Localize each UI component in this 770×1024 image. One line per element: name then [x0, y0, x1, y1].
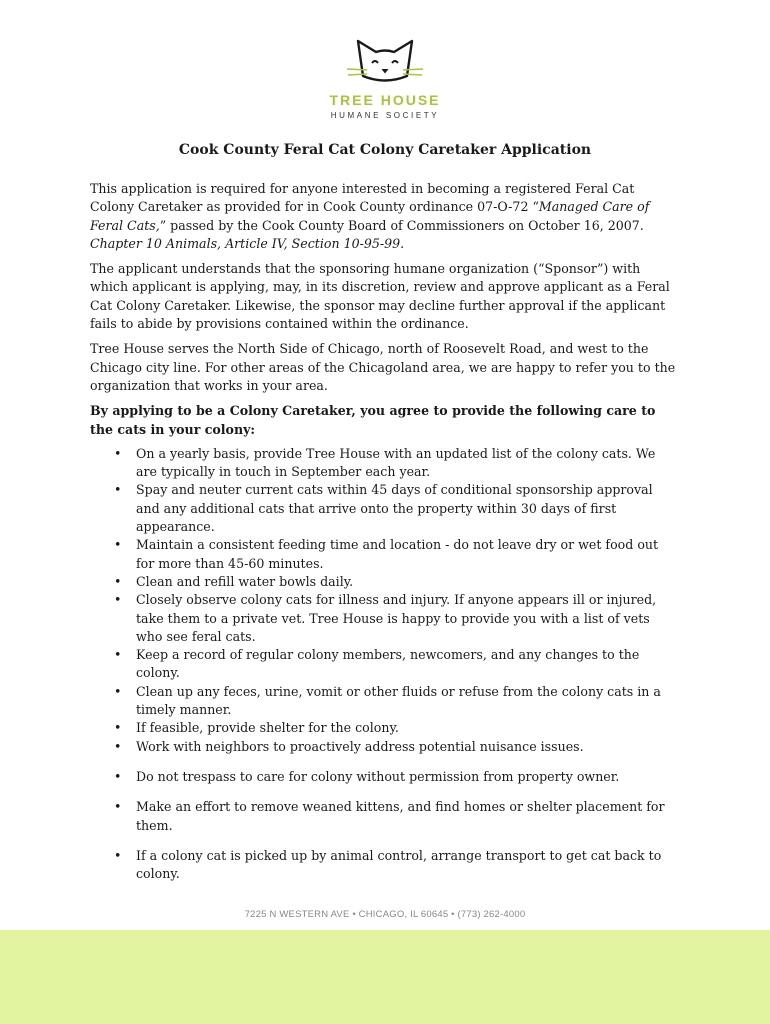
- list-item: • Clean up any feces, urine, vomit or other fluids or refuse from the colony cats in a timely manner.: [136, 683, 680, 720]
- cat-face-icon: [345, 36, 425, 88]
- list-item: • Clean and refill water bowls daily.: [136, 573, 680, 591]
- intro-text-1: This application is required for anyone interested in becoming a registered Feral Cat Colony Caretaker as provided for in Cook County ordinance 07-O-72 “: [90, 181, 635, 215]
- list-item: • Closely observe colony cats for illness and injury. If anyone appears ill or injured, take them to a private vet. Tree House is happy to provide you with a list of vets who see feral cats.: [136, 591, 680, 646]
- footer-band: [0, 930, 770, 1024]
- service-area-paragraph: Tree House serves the North Side of Chicago, north of Roosevelt Road, and west to the Chicago city line. For other areas of the Chicagoland area, we are happy to refer you to the organization that works in your area.: [90, 341, 676, 393]
- logo: [0, 36, 770, 120]
- list-item: • Make an effort to remove weaned kittens, and find homes or shelter placement for them.: [136, 798, 680, 835]
- footer-address: 7225 N WESTERN AVE • CHICAGO, IL 60645 • (773) 262-4000: [244, 909, 526, 920]
- list-item: • If a colony cat is picked up by animal control, arrange transport to get cat back to colony.: [136, 847, 680, 884]
- care-list: [90, 445, 680, 884]
- brand-name: TREE HOUSE: [329, 92, 441, 108]
- list-item: • Do not trespass to care for colony without permission from property owner.: [136, 768, 680, 786]
- list-item: • Spay and neuter current cats within 45 days of conditional sponsorship approval and any additional cats that arrive onto the property within 30 days of first appearance.: [136, 481, 680, 536]
- page-title: Cook County Feral Cat Colony Caretaker Application: [178, 142, 592, 158]
- list-item: • On a yearly basis, provide Tree House with an updated list of the colony cats. We are typically in touch in September each year.: [136, 445, 680, 482]
- list-item: • If feasible, provide shelter for the colony.: [136, 719, 680, 737]
- brand-subtitle: HUMANE SOCIETY: [330, 111, 440, 120]
- agreement-lead: By applying to be a Colony Caretaker, you agree to provide the following care to the cats in your colony:: [90, 403, 656, 437]
- list-item: • Maintain a consistent feeding time and location - do not leave dry or wet food out for more than 45-60 minutes.: [136, 536, 680, 573]
- intro-italic-1: Managed Care of Feral Cats,: [90, 199, 650, 233]
- intro-italic-2: Chapter 10 Animals, Article IV, Section 10-95-99.: [90, 235, 405, 251]
- intro-paragraph: [90, 180, 680, 253]
- list-item: • Keep a record of regular colony members, newcomers, and any changes to the colony.: [136, 646, 680, 683]
- document-body: [90, 180, 680, 883]
- list-item: • Work with neighbors to proactively address potential nuisance issues.: [136, 738, 680, 756]
- sponsor-paragraph: The applicant understands that the sponsoring humane organization (“Sponsor”) with which applicant is applying, may, in its discretion, review and approve applicant as a Feral Cat Colony Caretaker. Likewise, the sponsor may decline further approval if the applicant fails to abide by provisions contained within the ordinance.: [90, 261, 670, 332]
- intro-text-2: ” passed by the Cook County Board of Commissioners on October 16, 2007.: [159, 217, 644, 233]
